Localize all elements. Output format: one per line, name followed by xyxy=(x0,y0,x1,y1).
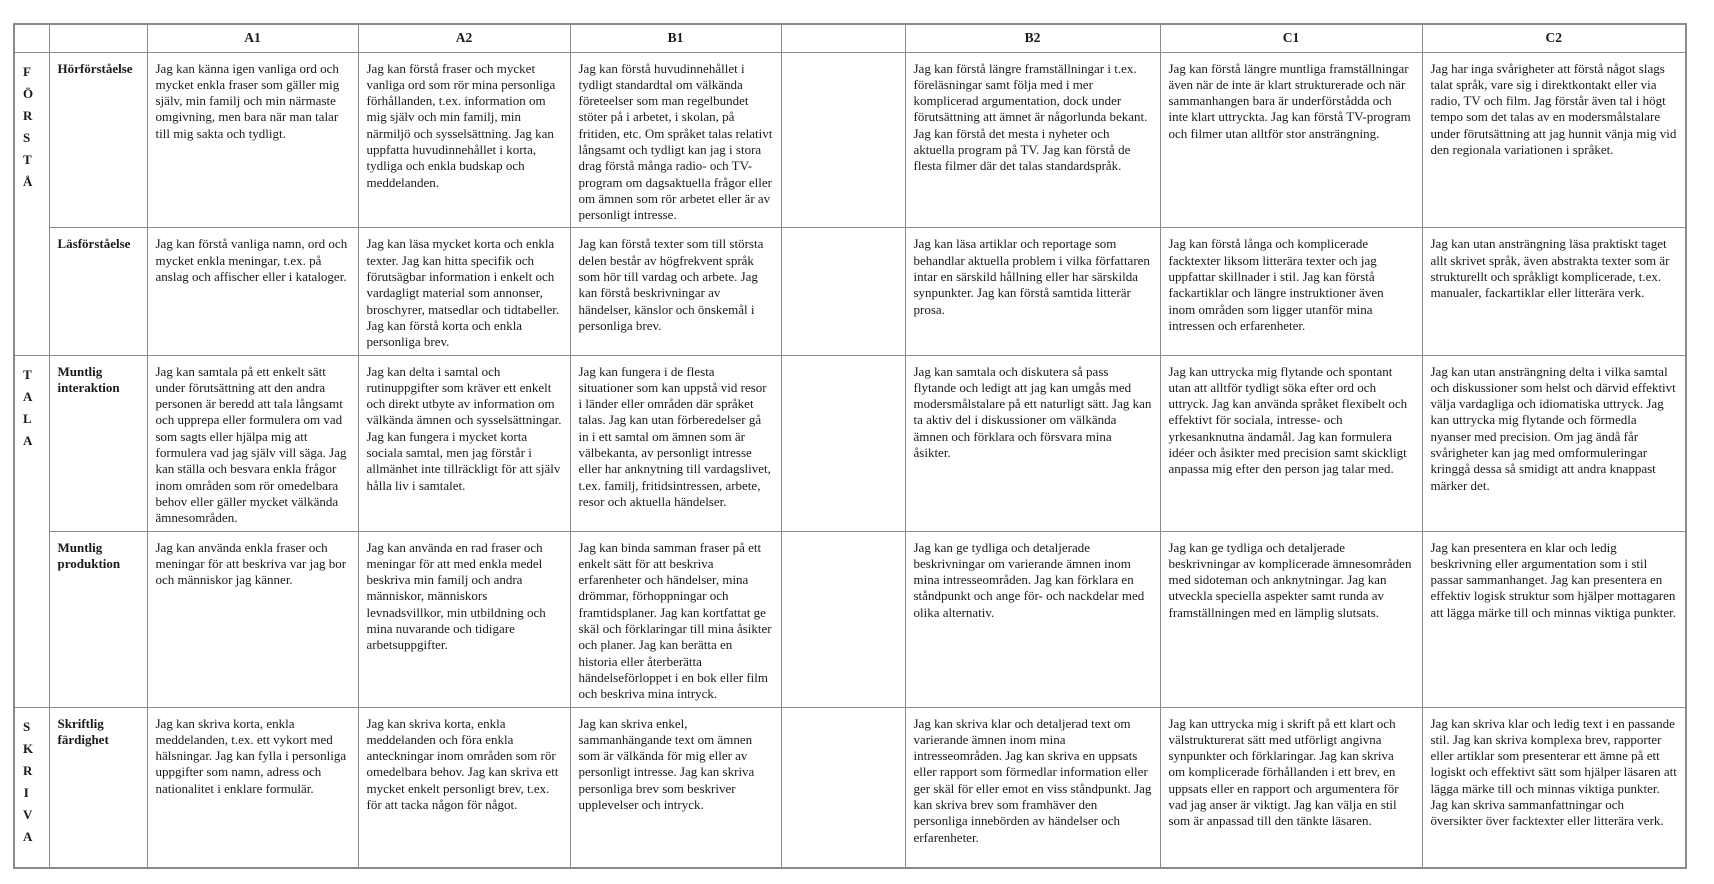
language-level-grid xyxy=(13,23,1687,869)
cell-a2: Jag kan förstå fraser och mycket vanliga ord som rör mina personliga förhållanden, t.ex. information om mig själv och min familj, min närmiljö och sysselsättning. Jag kan uppfatta huvudinnehållet i korta, tydliga och enkla budskap och meddelanden. xyxy=(358,52,570,228)
header-a1: A1 xyxy=(147,24,358,52)
cell-empty xyxy=(781,707,905,868)
header-b2: B2 xyxy=(905,24,1160,52)
cell-a1: Jag kan använda enkla fraser och meningar för att beskriva var jag bor och människor jag känner. xyxy=(147,531,358,707)
cell-c2: Jag har inga svårigheter att förstå något slags talat språk, vare sig i direktkontakt eller via radio, TV och film. Jag förstår även tal i högt tempo som det talas av en modersmålstalare under förutsättning att jag hunnit vänja mig vid den regionala variationen i språket. xyxy=(1422,52,1686,228)
cell-b2: Jag kan förstå längre framställningar i t.ex. föreläsningar samt följa med i mer komplicerad argumentation, dock under förutsättning att ämnet är någorlunda bekant. Jag kan förstå det mesta i nyheter och aktuella program på TV. Jag kan förstå de flesta filmer där det talas standardspråk. xyxy=(905,52,1160,228)
skill-label: Muntlig interaktion xyxy=(49,355,147,531)
table-row xyxy=(14,355,1686,531)
cell-b2: Jag kan ge tydliga och detaljerade beskrivningar om varierande ämnen inom mina intresseområden. Jag kan förklara en ståndpunkt och ange för- och nackdelar med olika alternativ. xyxy=(905,531,1160,707)
cell-c1: Jag kan uttrycka mig i skrift på ett klart och välstrukturerat sätt med utförligt angivna synpunkter och förklaringar. Jag kan skriva om komplicerade förhållanden i ett brev, en uppsats eller en rapport och argumentera för vad jag anser är viktigt. Jag kan välja en stil som är anpassad till den tänkte läsaren. xyxy=(1160,707,1422,868)
table-row xyxy=(14,52,1686,228)
cell-c2: Jag kan skriva klar och ledig text i en passande stil. Jag kan skriva komplexa brev, rapporter eller artiklar som presenterar ett ämne på ett logiskt och effektivt sätt som hjälper läsaren att lägga märke till och minnas viktiga punkter. Jag kan skriva sammanfattningar och översikter över facktexter eller litterära verk. xyxy=(1422,707,1686,868)
cell-a1: Jag kan känna igen vanliga ord och mycket enkla fraser som gäller mig själv, min familj och min närmaste omgivning, men bara när man talar till mig sakta och tydligt. xyxy=(147,52,358,228)
skill-label: Hörförståelse xyxy=(49,52,147,228)
cell-empty xyxy=(781,531,905,707)
cell-c2: Jag kan utan ansträngning läsa praktiskt taget allt skrivet språk, även abstrakta texter som är strukturellt och språkligt komplicerade, t.ex. manualer, fackartiklar eller litterära verk. xyxy=(1422,228,1686,355)
cell-b1: Jag kan fungera i de flesta situationer som kan uppstå vid resor i länder eller områden där språket talas. Jag kan utan förberedelser gå in i ett samtal om ämnen som är välbekanta, av personligt intresse eller har anknytning till vardagslivet, t.ex. familj, fritidsintressen, arbete, resor och aktuella händelser. xyxy=(570,355,781,531)
section-label-forsta xyxy=(14,52,49,355)
cell-b2: Jag kan samtala och diskutera så pass flytande och ledigt att jag kan umgås med modersmålstalare på ett naturligt sätt. Jag kan ta aktiv del i diskussioner om välkända ämnen och förklara och försvara mina åsikter. xyxy=(905,355,1160,531)
skill-label: Skriftlig färdighet xyxy=(49,707,147,868)
cell-c2: Jag kan presentera en klar och ledig beskrivning eller argumentation som i stil passar sammanhanget. Jag kan presentera en effektiv logisk struktur som hjälper mottagaren att lägga märke till och minnas viktiga punkter. xyxy=(1422,531,1686,707)
cell-b1: Jag kan förstå huvudinnehållet i tydligt standardtal om välkända företeelser som man regelbundet stöter på i arbetet, i skolan, på fritiden, etc. Om språket talas relativt långsamt och tydligt kan jag i stora drag förstå många radio- och TV-program om dagsaktuella frågor eller om ämnen som rör arbetet eller är av personligt intresse. xyxy=(570,52,781,228)
cell-empty xyxy=(781,52,905,228)
section-label-skriva xyxy=(14,707,49,868)
cell-c1: Jag kan ge tydliga och detaljerade beskrivningar av komplicerade ämnesområden med sidoteman och anknytningar. Jag kan utveckla speciella aspekter samt runda av framställningen med en lämplig slutsats. xyxy=(1160,531,1422,707)
table-row xyxy=(14,531,1686,707)
table-row xyxy=(14,228,1686,355)
cell-c1: Jag kan förstå längre muntliga framställningar även när de inte är klart strukturerade och när sammanhangen bara är underförstådda och inte klart uttryckta. Jag kan förstå TV-program och filmer utan alltför stor ansträngning. xyxy=(1160,52,1422,228)
cell-a2: Jag kan använda en rad fraser och meningar för att med enkla medel beskriva min familj och andra människor, människors levnadsvillkor, min utbildning och mina nuvarande och tidigare arbetsuppgifter. xyxy=(358,531,570,707)
cell-a1: Jag kan förstå vanliga namn, ord och mycket enkla meningar, t.ex. på anslag och affischer eller i kataloger. xyxy=(147,228,358,355)
cell-a2: Jag kan läsa mycket korta och enkla texter. Jag kan hitta specifik och förutsägbar information i enkelt och vardagligt material som annonser, broschyrer, matsedlar och tidtabeller. Jag kan förstå korta och enkla personliga brev. xyxy=(358,228,570,355)
cell-a1: Jag kan samtala på ett enkelt sätt under förutsättning att den andra personen är beredd att tala långsamt och upprepa eller formulera om vad som sagts eller hjälpa mig att formulera vad jag själv vill säga. Jag kan ställa och besvara enkla frågor inom områden som rör omedelbara behov eller gäller mycket välkända ämnesområden. xyxy=(147,355,358,531)
cell-a2: Jag kan skriva korta, enkla meddelanden och föra enkla anteckningar inom områden som rör omedelbara behov. Jag kan skriva ett mycket enkelt personligt brev, t.ex. för att tacka någon för något. xyxy=(358,707,570,868)
skill-label: Läsförståelse xyxy=(49,228,147,355)
cell-empty xyxy=(781,355,905,531)
cell-b2: Jag kan läsa artiklar och reportage som behandlar aktuella problem i vilka författaren intar en särskild hållning eller har särskilda synpunkter. Jag kan förstå samtida litterär prosa. xyxy=(905,228,1160,355)
cell-b1: Jag kan förstå texter som till största delen består av högfrekvent språk som hör till vardag och arbete. Jag kan förstå beskrivningar av händelser, känslor och önskemål i personliga brev. xyxy=(570,228,781,355)
cell-a1: Jag kan skriva korta, enkla meddelanden, t.ex. ett vykort med hälsningar. Jag kan fylla i personliga uppgifter som namn, adress och nationalitet i enklare formulär. xyxy=(147,707,358,868)
section-text: TALA xyxy=(23,366,33,448)
header-a2: A2 xyxy=(358,24,570,52)
cell-empty xyxy=(781,228,905,355)
table-row xyxy=(14,707,1686,868)
header-c1: C1 xyxy=(1160,24,1422,52)
cell-c1: Jag kan uttrycka mig flytande och spontant utan att alltför tydligt söka efter ord och uttryck. Jag kan använda språket flexibelt och effektivt för sociala, intresse- och yrkesanknutna ändamål. Jag kan formulera idéer och åsikter med precision samt skickligt anpassa mig efter den person jag talar med. xyxy=(1160,355,1422,531)
header-row xyxy=(14,24,1686,52)
header-b1: B1 xyxy=(570,24,781,52)
skill-label: Muntlig produktion xyxy=(49,531,147,707)
section-label-tala xyxy=(14,355,49,707)
cell-c1: Jag kan förstå långa och komplicerade facktexter liksom litterära texter och jag uppfattar skillnader i stil. Jag kan förstå fackartiklar och längre instruktioner även inom områden som ligger utanför mina intressen och erfarenheter. xyxy=(1160,228,1422,355)
header-corner xyxy=(14,24,49,52)
section-text: FÖRSTÅ xyxy=(23,63,34,189)
cell-b1: Jag kan skriva enkel, sammanhängande text om ämnen som är välkända för mig eller av personligt intresse. Jag kan skriva personliga brev som beskriver upplevelser och intryck. xyxy=(570,707,781,868)
cell-a2: Jag kan delta i samtal och rutinuppgifter som kräver ett enkelt och direkt utbyte av information om välkända ämnen och sysselsättningar. Jag kan fungera i mycket korta sociala samtal, men jag förstår i allmänhet inte tillräckligt för att själv hålla liv i samtalet. xyxy=(358,355,570,531)
section-text: SKRIVA xyxy=(23,718,34,844)
cell-b2: Jag kan skriva klar och detaljerad text om varierande ämnen inom mina intresseområden. Jag kan skriva en uppsats eller rapport som förmedlar information eller ger skäl för eller emot en viss ståndpunkt. Jag kan skriva brev som framhäver den personliga innebörden av händelser och erfarenheter. xyxy=(905,707,1160,868)
header-skill xyxy=(49,24,147,52)
cell-c2: Jag kan utan ansträngning delta i vilka samtal och diskussioner som helst och därvid effektivt välja vardagliga och idiomatiska uttryck. Jag kan uttrycka mig flytande och förmedla nyanser med precision. Om jag ändå får svårigheter kan jag med omformuleringar kringgå dessa så smidigt att andra knappast märker det. xyxy=(1422,355,1686,531)
header-empty xyxy=(781,24,905,52)
header-c2: C2 xyxy=(1422,24,1686,52)
cell-b1: Jag kan binda samman fraser på ett enkelt sätt för att beskriva erfarenheter och händelser, mina drömmar, förhoppningar och framtidsplaner. Jag kan kortfattat ge skäl och förklaringar till mina åsikter och planer. Jag kan berätta en historia eller återberätta händelseförloppet i en bok eller film och beskriva mina intryck. xyxy=(570,531,781,707)
